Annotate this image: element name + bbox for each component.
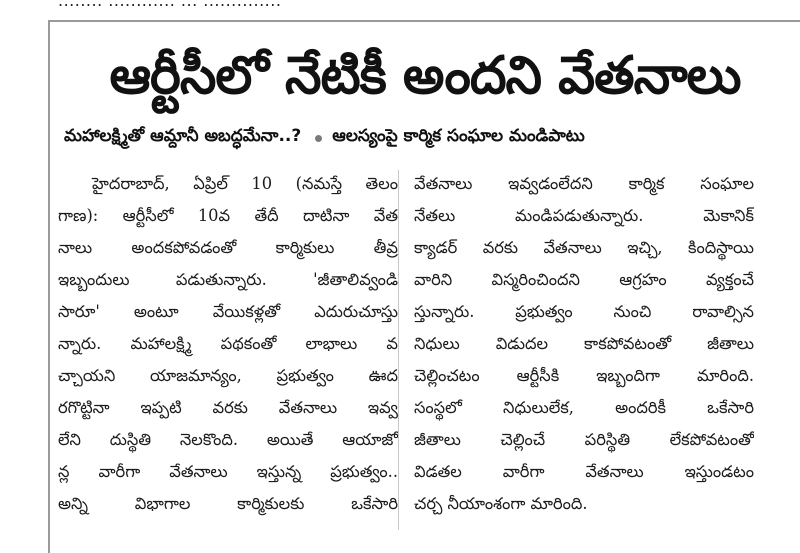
column-line: చెల్లించటం ఆర్టీసీకి ఇబ్బందిగా మారింది. [414, 366, 754, 385]
column-line: జీతాలు చెల్లించే పరిస్థితి లేకపోవటంతో [414, 430, 754, 449]
clipped-text: ........ ............ ... .............. [58, 0, 282, 10]
column-line: స్తున్నారు. ప్రభుత్వం నుంచి రావాల్సిన [414, 302, 754, 321]
clipped-previous-line [0, 0, 800, 14]
article-subheadline [64, 124, 800, 152]
column-line: నాలు అందకపోవడంతో కార్మికులు తీవ్ర [58, 238, 398, 257]
article-column-right [414, 168, 754, 520]
column-line: న్నారు. మహాలక్ష్మి పథకంతో లాభాలు వ [58, 334, 398, 353]
column-line: రగొట్టినా ఇప్పటి వరకు వేతనాలు ఇవ్వ [58, 398, 398, 417]
column-line: సంస్థలో నిధులులేక, అందరికీ ఒకేసారి [414, 398, 754, 417]
column-line: చర్చ నీయాంశంగా మారింది. [414, 494, 588, 513]
article-headline: ఆర్టీసీలో నేటికీ అందని వేతనాలు [109, 46, 741, 106]
column-line: నిధులు విడుదల కాకపోవటంతో జీతాలు [414, 334, 754, 353]
article-column-left [58, 168, 398, 520]
column-line: సారూ' అంటూ వేయికళ్లతో ఎదురుచూస్తు [58, 302, 398, 321]
subhead-second: ఆలస్యంపై కార్మిక సంఘాల మండిపాటు [332, 126, 585, 146]
column-line: అన్ని విభాగాల కార్మికులకు ఒకేసారి [58, 494, 398, 513]
column-line: చ్చాయని యాజమాన్యం, ప్రభుత్వం ఊద [58, 366, 398, 385]
column-line: నేతలు మండిపడుతున్నారు. మెకానిక్ [414, 206, 754, 225]
column-line: విడతల వారీగా వేతనాలు ఇస్తుండటం [414, 462, 754, 481]
subhead-first: మహాలక్ష్మితో ఆమ్దానీ అబద్ధమేనా..? [64, 126, 302, 146]
column-divider [398, 170, 399, 530]
column-line: న్ల వారీగా వేతనాలు ఇస్తున్న ప్రభుత్వం.. [58, 462, 398, 481]
column-line: లేని దుస్థితి నెలకొంది. అయితే ఆయాజో [58, 430, 398, 449]
column-line: ఇబ్బందులు పడుతున్నారు. 'జీతాలివ్వండి [58, 270, 398, 289]
column-line: హైదరాబాద్, ఏప్రిల్ 10 (నమస్తే తెలం [92, 174, 398, 193]
column-line: క్యాడర్ వరకు వేతనాలు ఇచ్చి, కిందిస్థాయి [414, 238, 754, 257]
column-line: గాణ): ఆర్టీసీలో 10వ తేదీ దాటినా వేత [58, 206, 398, 225]
top-border-rule [48, 20, 800, 22]
column-line: వేతనాలు ఇవ్వడంలేదని కార్మిక సంఘాల [414, 174, 754, 193]
column-line: వారిని విస్మరించిందని ఆగ్రహం వ్యక్తంచే [414, 270, 754, 289]
bullet-separator-icon [315, 135, 322, 142]
